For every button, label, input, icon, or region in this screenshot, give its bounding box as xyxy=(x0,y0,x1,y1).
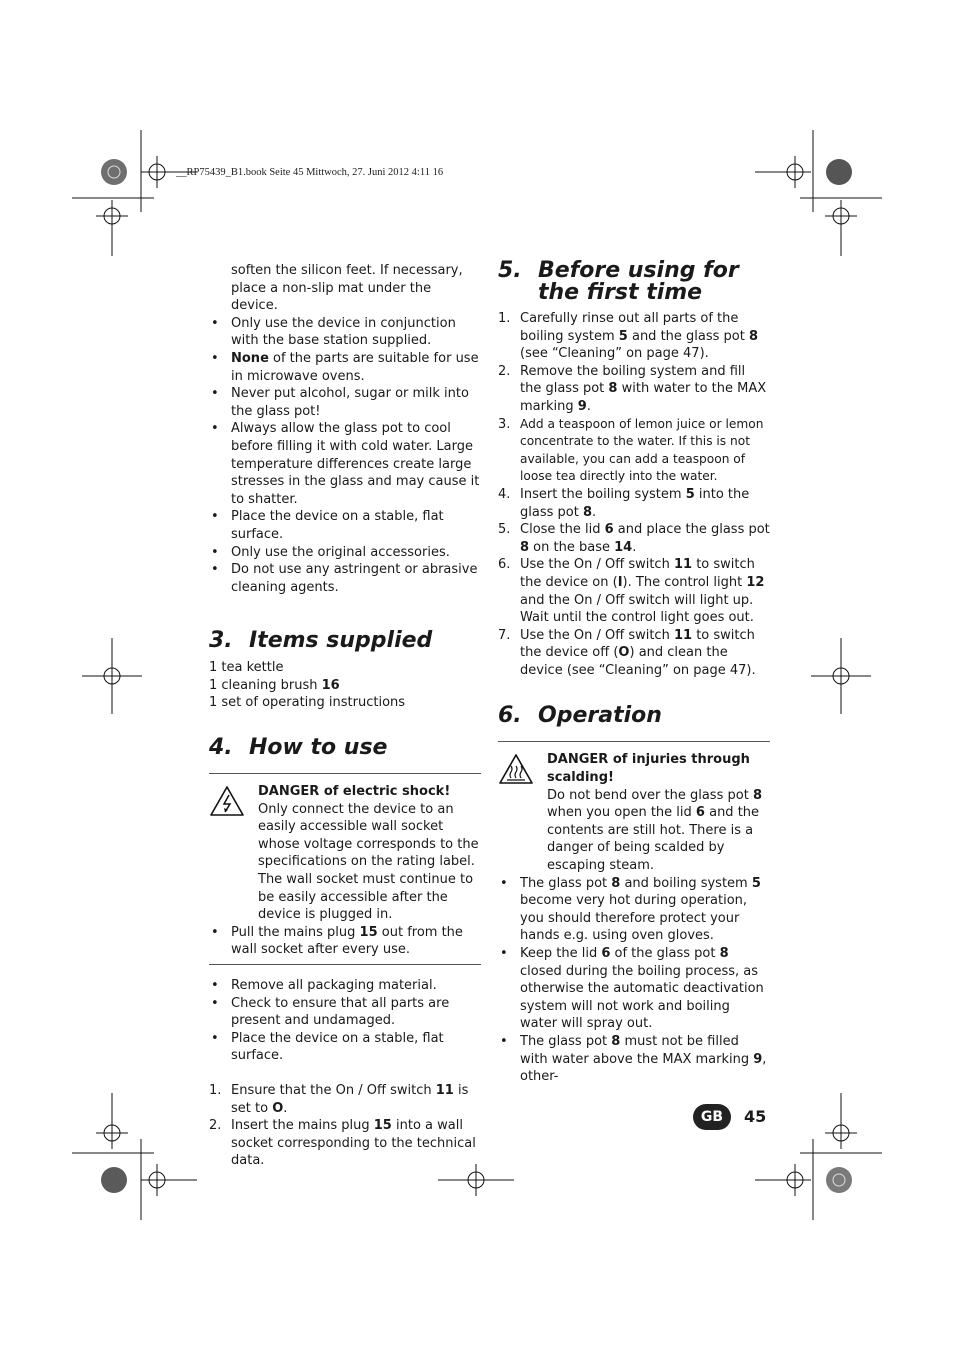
list-item: • Check to ensure that all parts are present and undamaged. xyxy=(209,995,481,1030)
list-item: 1 tea kettle xyxy=(209,660,284,676)
divider xyxy=(209,964,481,965)
warning-body: Only connect the device to an easily accessible wall socket whose voltage corresponds to the specifications on the rating label. The wall socket must continue to be easily accessible after the device is plugged in. xyxy=(258,801,479,923)
warning-body: Do not bend over the glass pot 8 when you open the lid 6 and the contents are still hot. There is a danger of being scalded by escaping steam. xyxy=(547,787,762,874)
list-item: 5. Close the lid 6 and place the glass pot 8 on the base 14. xyxy=(498,522,770,555)
list-item: • The glass pot 8 must not be filled with water above the MAX marking 9, other- xyxy=(498,1033,770,1086)
operation-bullet-list xyxy=(498,875,770,1086)
section-heading-operation: 6. Operation xyxy=(498,703,662,729)
list-item: • Pull the mains plug 15 out from the wall socket after every use. xyxy=(209,924,481,959)
items-supplied-list xyxy=(209,659,481,712)
hot-steam-warning-icon xyxy=(498,751,547,874)
section-heading-before-first-use: 5. Before using for the first time xyxy=(498,258,739,305)
warning-bullet-list xyxy=(209,924,481,959)
warning-scalding xyxy=(498,742,770,874)
list-item: • Keep the lid 6 of the glass pot 8 closed during the boiling process, as otherwise the automatic deactivation system will not work and boiling water will spray out. xyxy=(498,945,770,1033)
list-item: • Only use the device in conjunction with the base station supplied. xyxy=(209,315,481,350)
print-header: __RP75439_B1.book Seite 45 Mittwoch, 27. Juni 2012 4:11 16 xyxy=(176,167,444,178)
safety-bullet-list xyxy=(209,315,481,597)
electric-shock-warning-icon xyxy=(209,783,258,924)
list-item: 1 set of operating instructions xyxy=(209,695,406,711)
warning-electric-shock xyxy=(209,774,481,924)
section-heading-items-supplied: 3. Items supplied xyxy=(209,628,433,654)
left-column xyxy=(209,262,481,1170)
list-item: 2. Insert the mains plug 15 into a wall socket corresponding to the technical data. xyxy=(209,1118,476,1169)
list-item: 7. Use the On / Off switch 11 to switch the device off (O) and clean the device (see “Cleaning” on page 47). xyxy=(498,627,756,678)
list-item: 3. Add a teaspoon of lemon juice or lemon concentrate to the water. If this is not available, you can add a teaspoon of loose tea directly into the water. xyxy=(498,416,764,484)
page-number: 45 xyxy=(744,1107,767,1126)
list-item: 4. Insert the boiling system 5 into the glass pot 8. xyxy=(498,486,750,520)
list-item: 1. Ensure that the On / Off switch 11 is set to O. xyxy=(209,1082,469,1116)
list-item: • Place the device on a stable, flat surface. xyxy=(209,508,481,543)
list-item: 1 cleaning brush 16 xyxy=(209,677,340,693)
list-item: • Place the device on a stable, flat surface. xyxy=(209,1030,481,1065)
setup-steps xyxy=(209,1082,481,1170)
right-column xyxy=(498,260,770,1086)
list-item: • The glass pot 8 and boiling system 5 become very hot during operation, you should therefore protect your hands e.g. using oven gloves. xyxy=(498,875,770,945)
list-item: • Remove all packaging material. xyxy=(209,977,481,995)
first-use-steps xyxy=(498,310,770,679)
list-item: • Only use the original accessories. xyxy=(209,544,481,562)
warning-title: DANGER of electric shock! xyxy=(258,784,451,800)
list-item: 2. Remove the boiling system and fill the glass pot 8 with water to the MAX marking 9. xyxy=(498,363,767,414)
continued-text: soften the silicon feet. If necessary, place a non-slip mat under the device. xyxy=(231,263,463,314)
language-badge: GB xyxy=(693,1104,731,1130)
list-item: 1. Carefully rinse out all parts of the boiling system 5 and the glass pot 8 (see “Cleaning” on page 47). xyxy=(498,311,759,362)
list-item: 6. Use the On / Off switch 11 to switch the device on (I). The control light 12 and the On / Off switch will light up. Wait until the control light goes out. xyxy=(498,557,765,626)
list-item: • Always allow the glass pot to cool before filling it with cold water. Large temperature differences create large stresses in the glass and may cause it to shatter. xyxy=(209,420,481,508)
list-item: • None of the parts are suitable for use in microwave ovens. xyxy=(209,350,481,385)
unpacking-bullet-list xyxy=(209,977,481,1065)
list-item: • Do not use any astringent or abrasive cleaning agents. xyxy=(209,561,481,596)
list-item: • Never put alcohol, sugar or milk into the glass pot! xyxy=(209,385,481,420)
warning-title: DANGER of injuries through scalding! xyxy=(547,752,750,786)
section-heading-how-to-use: 4. How to use xyxy=(209,735,388,761)
